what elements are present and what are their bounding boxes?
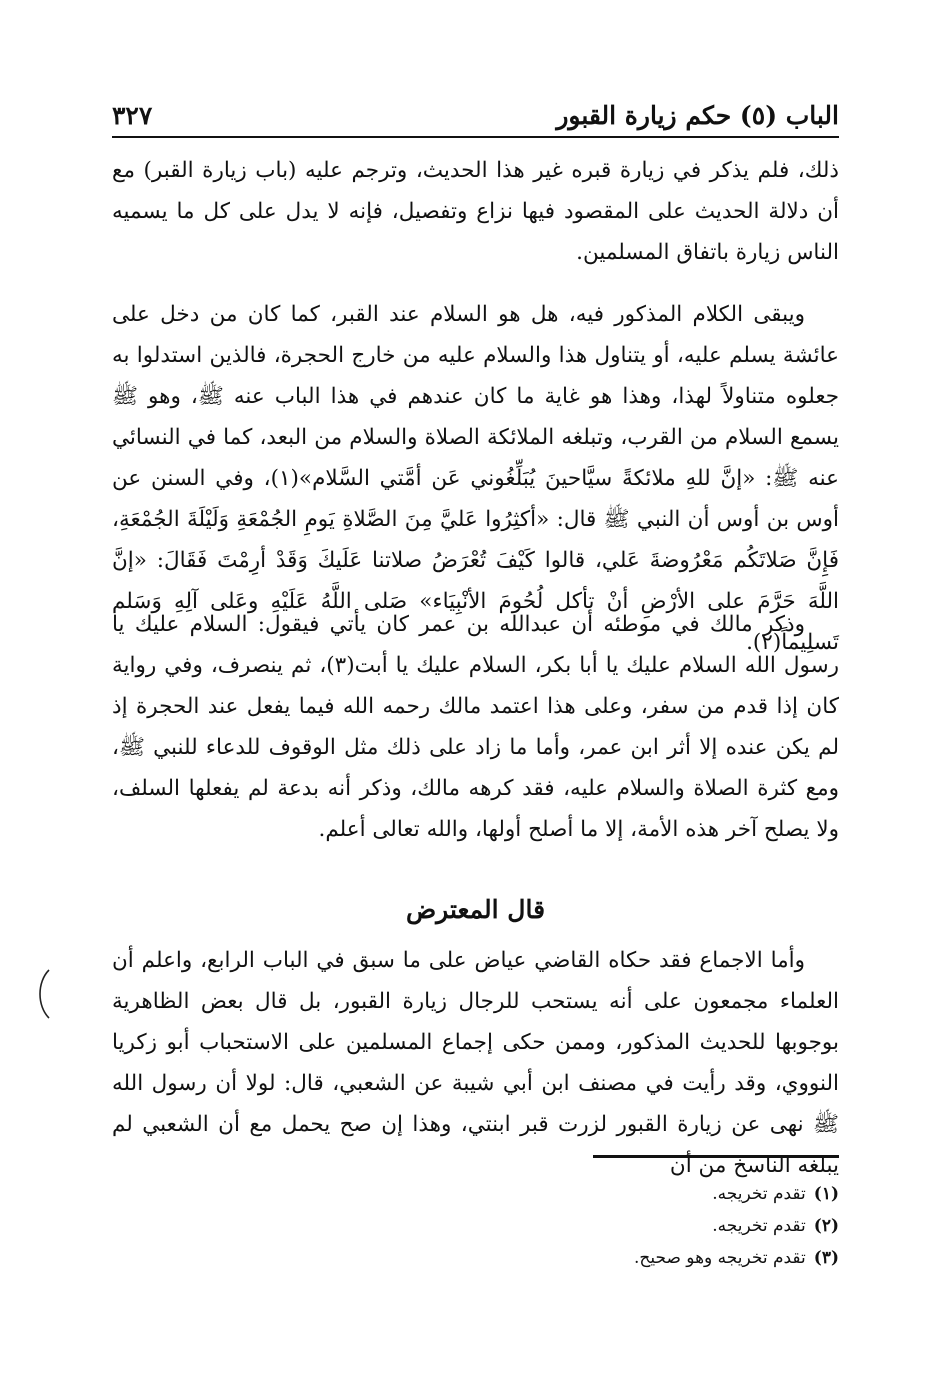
margin-bracket-mark — [34, 968, 52, 1020]
footnote-text: تقدم تخريجه. — [712, 1216, 806, 1236]
footnote-2 — [112, 1210, 839, 1242]
paragraph-3: وذكر مالك في موطئه أن عبدالله بن عمر كان يأتي فيقول: السلام عليك يا رسول الله السلام عليك يا أبا بكر، السلام عليك يا أبت(٣)، ثم ينصرف، وفي رواية كان إذا قدم من سفر، وعلى هذا اعتمد مالك رحمه الله فيما يفعل عند الحجرة إذ لم يكن عنده إلا أثر ابن عمر، وأما ما زاد على ذلك مثل الوقوف للدعاء للنبي ﷺ، ومع كثرة الصلاة والسلام عليه، فقد كرهه مالك، وذكر أنه بدعة لم يفعلها السلف، ولا يصلح آخر هذه الأمة، إلا ما أصلح أولها، والله تعالى أعلم. — [112, 612, 839, 842]
main-text — [112, 150, 839, 1186]
footnotes — [112, 1178, 839, 1274]
paragraph-1: ذلك، فلم يذكر في زيارة قبره غير هذا الحديث، وترجم عليه (باب زيارة القبر) مع أن دلالة الحديث على المقصود فيها نزاع وتفصيل، فإنه لا يدل على كل ما يسميه الناس زيارة باتفاق المسلمين. — [112, 158, 839, 265]
footnote-text: تقدم تخريجه. — [712, 1184, 806, 1204]
footnote-text: تقدم تخريجه وهو صحيح. — [633, 1248, 806, 1268]
footnote-separator — [593, 1155, 839, 1158]
footnote-3 — [112, 1242, 839, 1274]
footnote-number: (٣) — [813, 1248, 839, 1268]
footnote-number: (٢) — [813, 1216, 839, 1236]
paragraph-2: ويبقى الكلام المذكور فيه، هل هو السلام عند القبر، كما كان من دخل على عائشة يسلم عليه، أو يتناول هذا والسلام عليه من خارج الحجرة، فالذين استدلوا به جعلوه متناولاً لهذا، وهذا هو غاية ما كان عندهم في هذا الباب عنه ﷺ، وهو ﷺ يسمع السلام من القرب، وتبلغه الملائكة الصلاة والسلام من البعد، كما في النسائي عنه ﷺ: «إنَّ للهِ ملائكةً سيَّاحينَ يُبَلِّغُوني عَن أمَّتي السَّلام»(١)، وفي السنن عن أوس بن أوس أن النبي ﷺ قال: «أكثِرُوا عَليَّ مِنَ الصَّلاةِ يَومِ الجُمْعَةِ وَلَيْلَةَ الجُمْعَةِ، فَإِنَّ صَلاتَكُم مَعْرُوضةَ عَلي، قالوا كَيْفَ تُعْرَضُ صلاتنا عَلَيكَ وَقَدْ أرِمْتَ فَقَالَ: «إنَّ اللَّهَ حَرَّمَ على الأرْضِ أنْ تأكل لُحُومَ الأنْبِيَاء» صَلى اللَّهُ عَلَيْهِ وعَلى آلِهِ وَسَلم تَسلِيماً(٢). — [112, 302, 839, 655]
footnote-number: (١) — [813, 1184, 839, 1204]
paragraph-4: وأما الاجماع فقد حكاه القاضي عياض على ما سبق في الباب الرابع، واعلم أن العلماء مجمعون على أنه يستحب للرجال زيارة القبور، بل قال بعض الظاهرية بوجوبها للحديث المذكور، وممن حكى إجماع المسلمين على الاستحباب أبو زكريا النووي، وقد رأيت في مصنف ابن أبي شيبة عن الشعبي، قال: لولا أن رسول الله ﷺ نهى عن زيارة القبور لزرت قبر ابنتي، وهذا إن صح يحمل مع أن الشعبي لم يبلغه الناسخ من أن — [112, 948, 839, 1178]
page-header — [112, 90, 839, 138]
page-number: ٣٢٧ — [112, 101, 153, 130]
section-heading: قال المعترض — [405, 895, 546, 924]
footnote-1 — [112, 1178, 839, 1210]
chapter-title: الباب (٥) حكم زيارة القبور — [556, 101, 839, 130]
